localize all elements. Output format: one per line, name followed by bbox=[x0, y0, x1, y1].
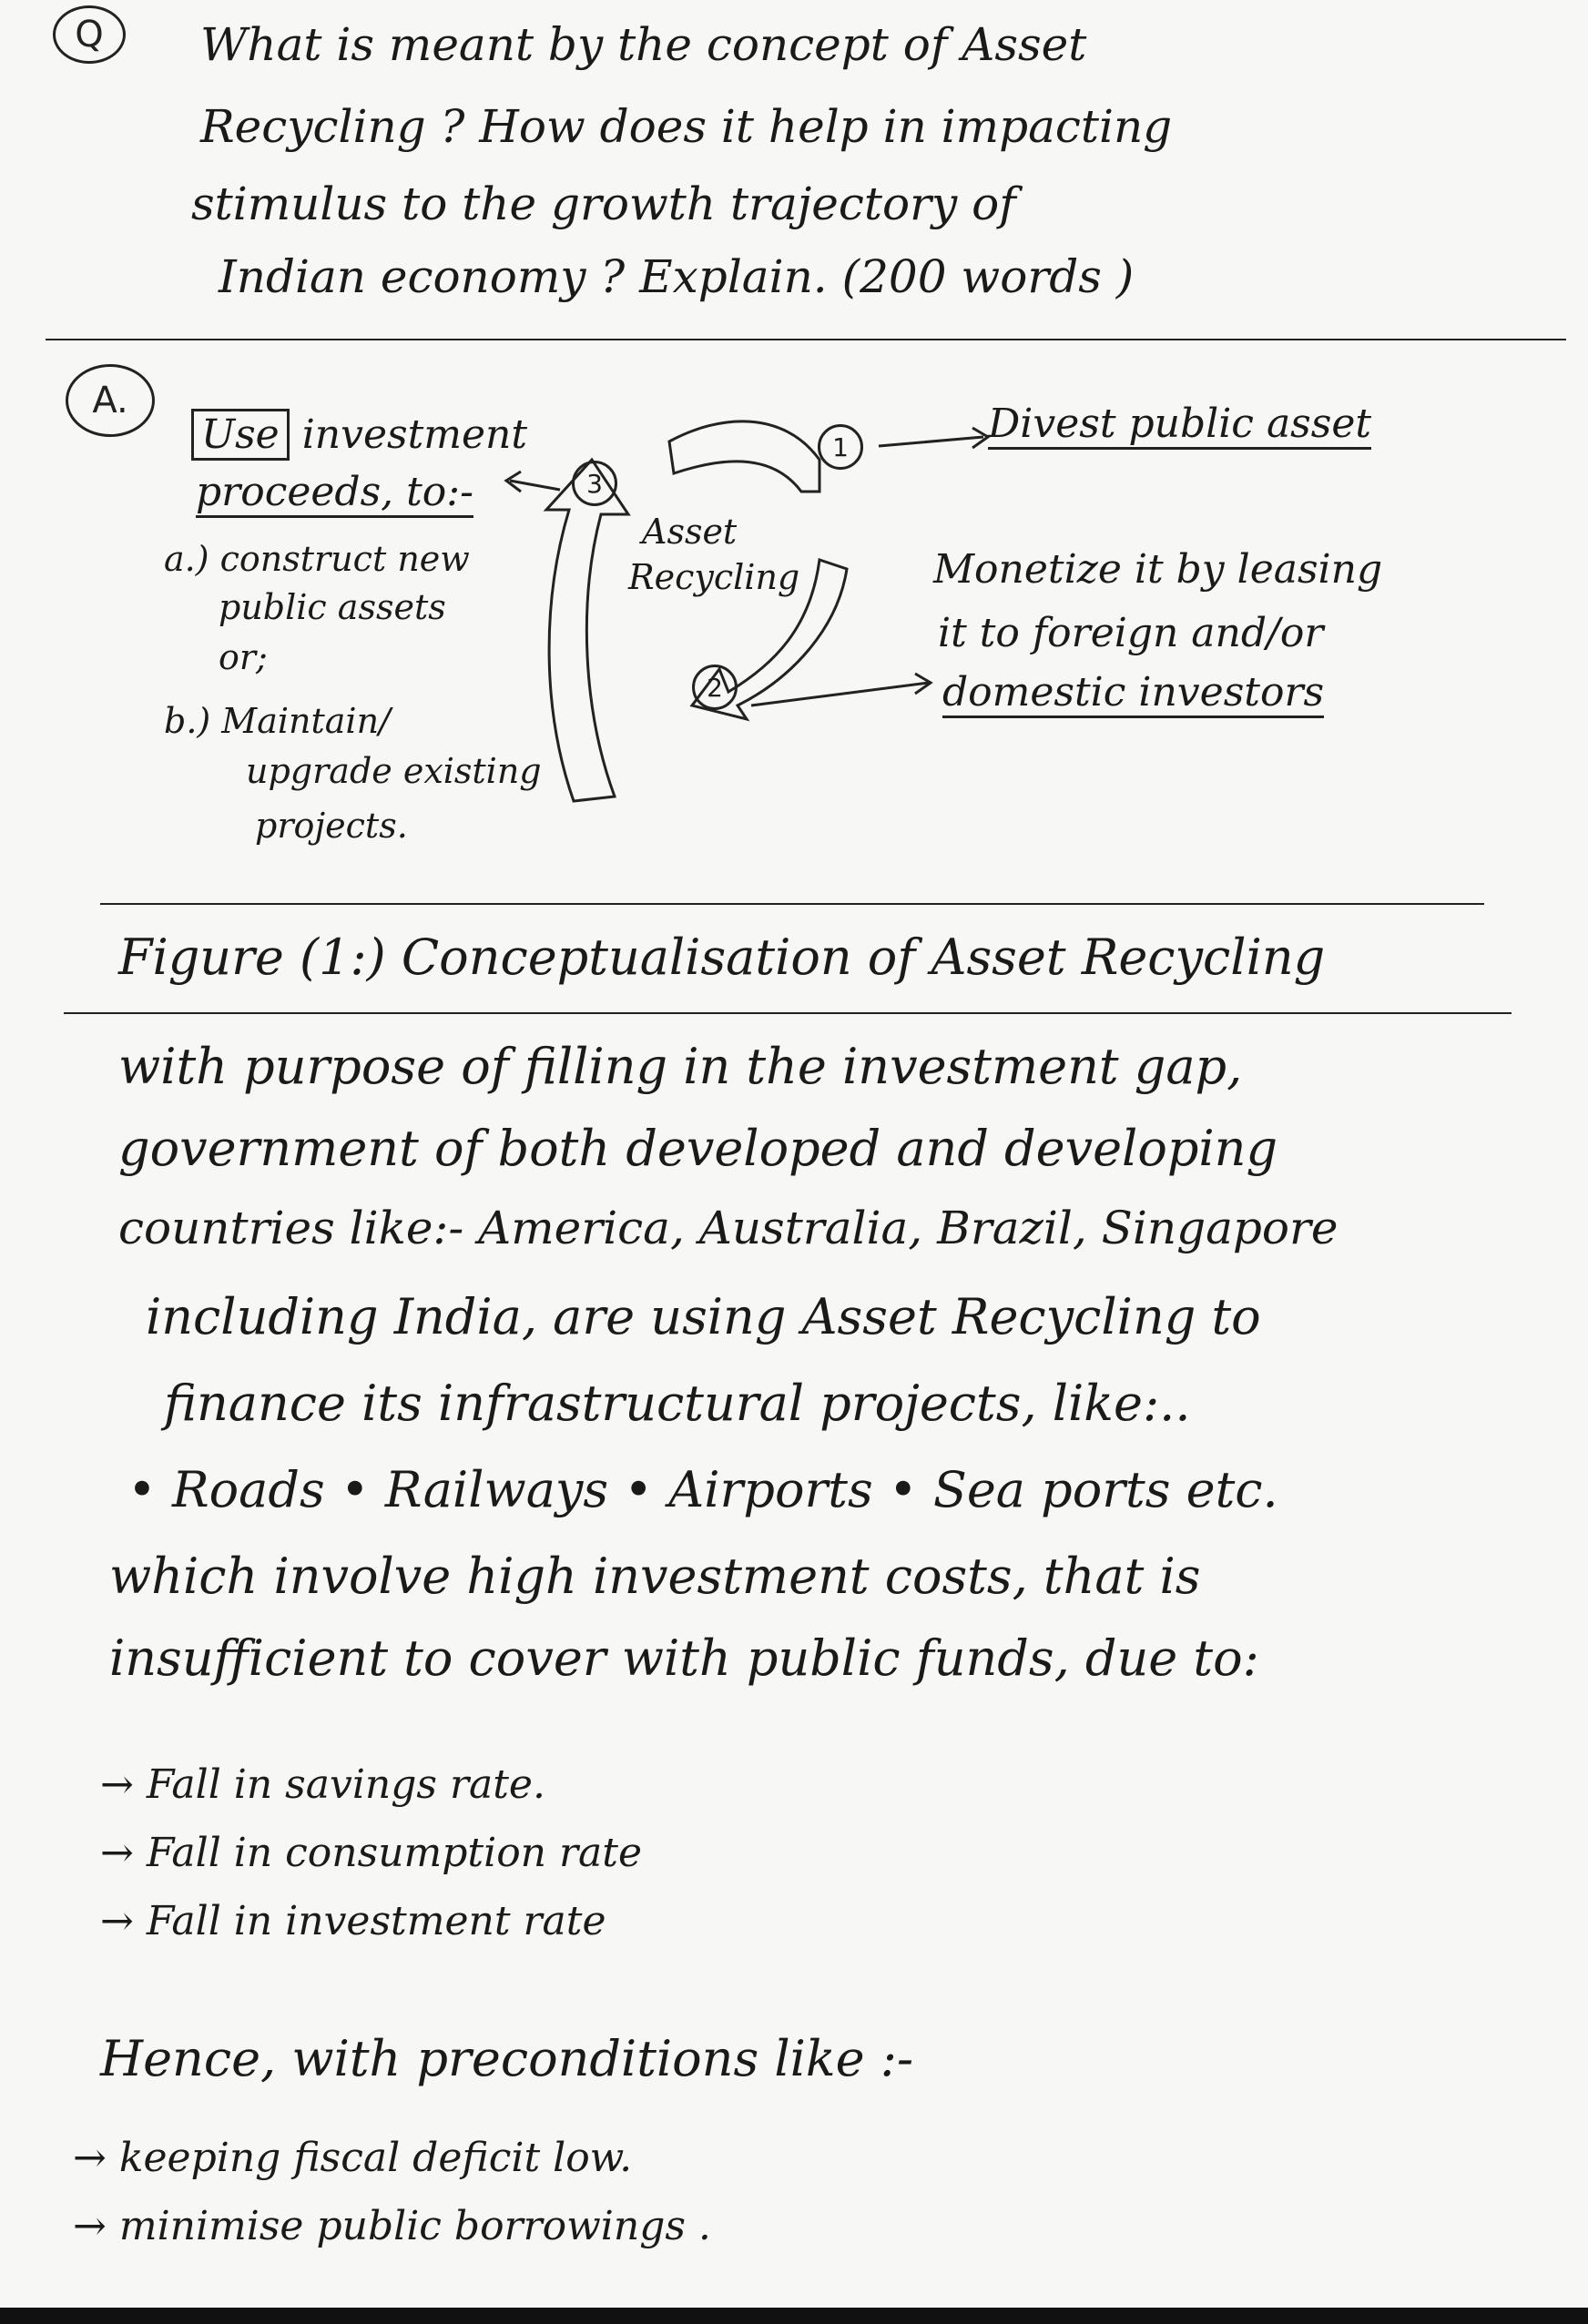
caption-rule-bottom bbox=[64, 1012, 1512, 1014]
paragraph-1-line-1: with purpose of filling in the investment gap, bbox=[118, 1038, 1243, 1095]
paragraph-2-line-1: which involve high investment costs, that is bbox=[109, 1548, 1201, 1605]
arrow-step-1-connector bbox=[879, 437, 983, 446]
arrow-step-3 bbox=[546, 460, 628, 801]
question-line-3: stimulus to the growth trajectory of bbox=[191, 178, 1016, 230]
right-step-2-line-2: it to foreign and/or bbox=[938, 610, 1324, 656]
paragraph-1-line-5: finance its infrastructural projects, like:.. bbox=[164, 1375, 1191, 1432]
arrow-step-1 bbox=[669, 421, 819, 492]
question-line-2: Recycling ? How does it help in impacting bbox=[200, 100, 1173, 153]
option-b-line-3: projects. bbox=[255, 806, 408, 846]
option-a-line-3: or; bbox=[219, 637, 268, 677]
center-label-line-1: Asset bbox=[642, 512, 738, 552]
page-bottom-edge bbox=[0, 2308, 1588, 2324]
caption-rule-top bbox=[100, 903, 1484, 905]
center-label-line-2: Recycling bbox=[628, 557, 800, 597]
left-title-rest: investment bbox=[301, 411, 528, 458]
infrastructure-bullets: • Roads • Railways • Airports • Sea ports etc. bbox=[127, 1461, 1278, 1518]
figure-caption: Figure (1:) Conceptualisation of Asset Recycling bbox=[118, 929, 1326, 986]
condition-2: → minimise public borrowings . bbox=[73, 2203, 711, 2249]
paragraph-1-line-3: countries like:- America, Australia, Brazil, Singapore bbox=[118, 1202, 1339, 1254]
question-marker-label: Q bbox=[75, 14, 104, 56]
right-step-2-line-3: domestic investors bbox=[942, 669, 1324, 718]
hence-line: Hence, with preconditions like :- bbox=[100, 2030, 914, 2087]
paragraph-2-line-2: insufficient to cover with public funds, due to: bbox=[109, 1629, 1259, 1687]
arrow-step-2-connector bbox=[751, 683, 929, 705]
step-2-circle bbox=[692, 665, 738, 710]
question-line-4: Indian economy ? Explain. (200 words ) bbox=[219, 250, 1135, 303]
step-2-number: 2 bbox=[707, 672, 723, 703]
question-line-1: What is meant by the concept of Asset bbox=[200, 18, 1087, 71]
left-title-line-1 bbox=[191, 411, 527, 458]
paragraph-1-line-2: government of both developed and developing bbox=[118, 1120, 1278, 1177]
step-3-circle bbox=[572, 461, 617, 506]
step-1-number: 1 bbox=[832, 431, 849, 462]
reason-2: → Fall in consumption rate bbox=[100, 1830, 642, 1876]
reason-3: → Fall in investment rate bbox=[100, 1898, 606, 1944]
step-3-number: 3 bbox=[586, 468, 603, 499]
reason-1: → Fall in savings rate. bbox=[100, 1761, 545, 1808]
option-a-line-2: public assets bbox=[219, 587, 446, 627]
answer-marker-label: A. bbox=[92, 380, 128, 421]
step-1-circle bbox=[818, 424, 863, 470]
use-box: Use bbox=[191, 409, 290, 461]
right-step-2-line-1: Monetize it by leasing bbox=[933, 546, 1383, 593]
option-b-line-2: upgrade existing bbox=[246, 751, 542, 791]
right-step-1-text: Divest public asset bbox=[988, 401, 1371, 450]
option-b-line-1: b.) Maintain/ bbox=[164, 701, 391, 741]
paragraph-1-line-4: including India, are using Asset Recycling to bbox=[146, 1288, 1261, 1345]
left-title-line-2: proceeds, to:- bbox=[196, 469, 473, 518]
option-a-line-1: a.) construct new bbox=[164, 539, 470, 579]
condition-1: → keeping fiscal deficit low. bbox=[73, 2135, 633, 2181]
